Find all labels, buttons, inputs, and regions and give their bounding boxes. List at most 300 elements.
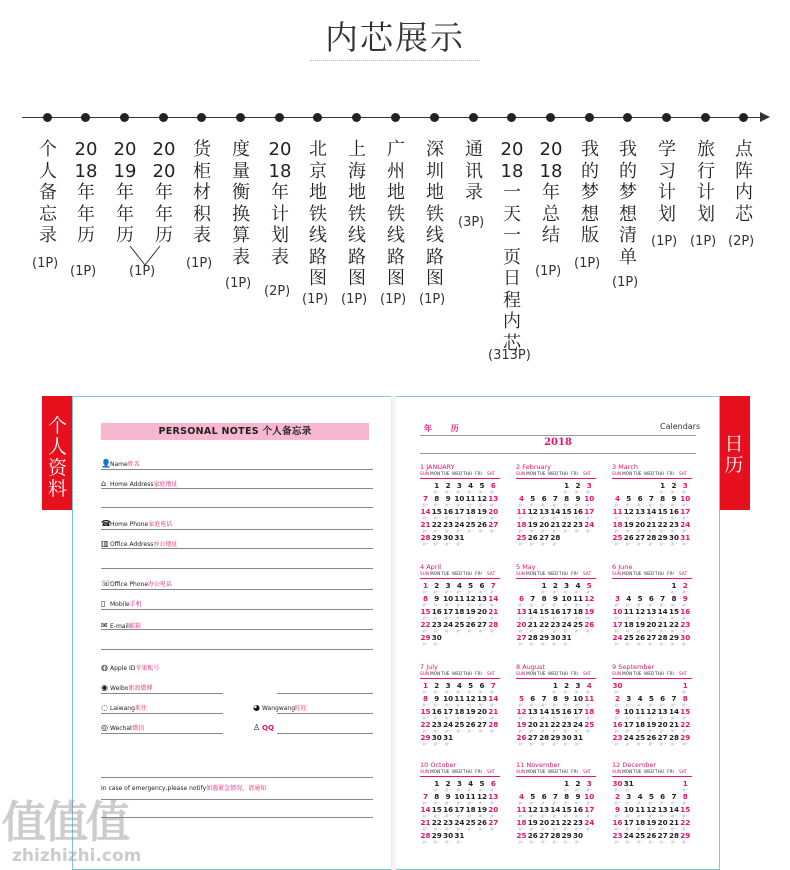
lunar-date: 初一	[433, 801, 440, 805]
field-label-en: Office Address	[110, 541, 154, 548]
lunar-date: 初一	[541, 542, 548, 546]
timeline-dot	[81, 113, 90, 122]
field-label-zh: 办公地址	[153, 541, 178, 548]
calendar-day: 7	[648, 494, 654, 503]
calendar-day: 19	[465, 707, 476, 716]
calendar-day: 1	[564, 481, 570, 490]
calendar-day: 23	[612, 831, 623, 840]
calendar-day: 12	[646, 805, 657, 814]
calendar-day: 20	[635, 520, 646, 529]
weekday-label: TUE	[537, 572, 546, 577]
calendar-day: 16	[443, 805, 454, 814]
lunar-date: 初一	[467, 788, 474, 792]
lunar-date: 初一	[574, 716, 581, 720]
lunar-date: 初一	[529, 629, 536, 633]
lunar-date: 初一	[456, 827, 463, 831]
lunar-date: 初一	[637, 729, 644, 733]
calendar-day: 13	[476, 694, 487, 703]
calendar-day: 26	[646, 733, 657, 742]
calendar-day: 13	[488, 494, 499, 503]
calendar-day: 18	[584, 707, 595, 716]
calendar-day: 10	[680, 494, 691, 503]
lunar-date: 初一	[563, 616, 570, 620]
timeline-dot	[507, 113, 516, 122]
weibo-icon: ◉	[101, 683, 108, 692]
lunar-date: 初一	[518, 703, 525, 707]
calendar-day: 14	[550, 805, 561, 814]
calendar-day: 23	[561, 720, 572, 729]
calendar-day: 14	[488, 694, 499, 703]
lunar-date: 初一	[552, 840, 559, 844]
ruled-line	[101, 529, 373, 530]
calendar-day: 30	[680, 633, 691, 642]
lunar-date: 初一	[682, 642, 689, 646]
calendar-day: 4	[614, 494, 620, 503]
calendar-day: 2	[564, 681, 570, 690]
calendar-day: 15	[420, 607, 431, 616]
weekday-label: TUE	[633, 770, 642, 775]
field-wangwang	[253, 703, 307, 712]
field-label-zh: 家庭地址	[153, 481, 178, 488]
calendar-day: 24	[443, 620, 454, 629]
calendar-day: 23	[572, 818, 583, 827]
calendar-day: 2	[434, 681, 440, 690]
calendar-day: 25	[635, 831, 646, 840]
calendar-day: 18	[612, 520, 623, 529]
calendar-day: 21	[539, 720, 550, 729]
calendar-day: 22	[561, 818, 572, 827]
calendar-day: 4	[626, 594, 632, 603]
lunar-date: 初一	[467, 801, 474, 805]
weekday-label: SAT	[679, 672, 688, 677]
lunar-date: 初一	[467, 629, 474, 633]
lunar-date: 初一	[467, 690, 474, 694]
weekday-label: SAT	[583, 472, 592, 477]
weekday-label: THU	[559, 572, 569, 577]
lunar-date: 初一	[478, 490, 485, 494]
field-e-mail	[101, 621, 141, 630]
lunar-date: 初一	[563, 814, 570, 818]
lunar-date: 初一	[614, 814, 621, 818]
weekday-label: MON	[526, 472, 537, 477]
calendar-rule	[420, 453, 696, 454]
calendar-day: 3	[456, 481, 462, 490]
lunar-date: 初一	[490, 716, 497, 720]
calendar-day: 2	[445, 481, 451, 490]
month-11	[516, 761, 598, 853]
notes-header: PERSONAL NOTES 个人备忘录	[101, 423, 369, 440]
emergency-label-zh: 如遇紧急情况，请通知	[206, 785, 267, 792]
ruled-line	[101, 469, 373, 470]
calendar-day: 7	[490, 681, 496, 690]
calendar-day: 1	[682, 681, 688, 690]
lunar-date: 初一	[586, 703, 593, 707]
calendar-day: 2	[552, 581, 558, 590]
lunar-date: 初一	[648, 529, 655, 533]
calendar-day: 22	[680, 818, 691, 827]
watermark-logo: 值值值	[2, 797, 128, 848]
lunar-date: 初一	[478, 814, 485, 818]
calendar-day: 22	[420, 620, 431, 629]
lunar-date: 初一	[670, 490, 677, 494]
wechat-icon: ◎	[101, 723, 108, 732]
calendar-day: 5	[648, 792, 654, 801]
timeline-dot	[197, 113, 206, 122]
calendar-day: 16	[612, 720, 623, 729]
lunar-date: 初一	[659, 742, 666, 746]
calendar-day: 25	[465, 818, 476, 827]
lunar-date: 初一	[467, 529, 474, 533]
weekday-header	[516, 572, 596, 579]
calendar-title-en: Calendars	[660, 422, 701, 431]
lunar-date: 初一	[490, 814, 497, 818]
lunar-date: 初一	[541, 716, 548, 720]
timeline-item-label: 2020年年历	[152, 139, 176, 246]
lunar-date: 初一	[541, 603, 548, 607]
weekday-label: SUN	[420, 770, 430, 775]
field-label-en: Mobile	[110, 601, 130, 608]
field-label-zh: 手机	[129, 601, 142, 608]
field-label-en: Name	[110, 461, 128, 468]
calendar-day: 14	[539, 707, 550, 716]
lunar-date: 初一	[552, 742, 559, 746]
lunar-date: 初一	[670, 603, 677, 607]
lunar-date: 初一	[614, 516, 621, 520]
lunar-date: 初一	[552, 603, 559, 607]
weekday-header	[516, 770, 596, 777]
calendar-day: 7	[490, 581, 496, 590]
mobile-icon: ▯	[101, 599, 106, 608]
calendar-day: 28	[668, 733, 679, 742]
lunar-date: 初一	[614, 827, 621, 831]
calendar-day: 22	[561, 520, 572, 529]
calendar-day: 20	[657, 818, 668, 827]
field-label-en: Laiwang	[110, 705, 135, 712]
month-4	[420, 563, 502, 655]
weekday-label: WED	[452, 672, 463, 677]
calendar-day: 24	[584, 818, 595, 827]
home-icon: ⌂	[101, 479, 107, 488]
lunar-date: 初一	[637, 840, 644, 844]
month-6	[612, 563, 694, 655]
calendar-day: 20	[476, 607, 487, 616]
field-label-zh: 来往	[134, 705, 147, 712]
timeline-dot	[623, 113, 632, 122]
lunar-date: 初一	[637, 827, 644, 831]
lunar-date: 初一	[563, 801, 570, 805]
lunar-date: 初一	[422, 729, 429, 733]
calendar-day: 5	[479, 779, 485, 788]
lunar-date: 初一	[614, 503, 621, 507]
calendar-day: 14	[420, 805, 431, 814]
ruled-line	[101, 693, 223, 694]
calendar-day: 8	[541, 594, 547, 603]
ruled-line	[101, 507, 373, 508]
weekday-label: SUN	[420, 472, 430, 477]
calendar-day: 8	[564, 792, 570, 801]
lunar-date: 初一	[648, 801, 655, 805]
month-name: 6 June	[612, 563, 633, 571]
lunar-date: 初一	[682, 729, 689, 733]
lunar-date: 初一	[586, 503, 593, 507]
weekday-header	[516, 472, 596, 479]
lunar-date: 初一	[467, 814, 474, 818]
lunar-date: 初一	[552, 616, 559, 620]
lunar-date: 初一	[541, 516, 548, 520]
lunar-date: 初一	[552, 716, 559, 720]
lunar-date: 初一	[445, 690, 452, 694]
calendar-day: 2	[445, 779, 451, 788]
ruled-line	[101, 568, 373, 569]
timeline-dot	[236, 113, 245, 122]
calendar-day: 13	[488, 792, 499, 801]
calendar-day: 7	[541, 694, 547, 703]
lunar-date: 初一	[490, 603, 497, 607]
lunar-date: 初一	[682, 590, 689, 594]
lunar-date: 初一	[541, 642, 548, 646]
calendar-day: 6	[541, 494, 547, 503]
calendar-day: 16	[431, 607, 442, 616]
emergency-label-en: In case of emergency,please notify	[101, 785, 207, 792]
calendar-day: 23	[572, 520, 583, 529]
field-label-en: Wechat	[110, 725, 133, 732]
lunar-date: 初一	[637, 629, 644, 633]
weekday-label: THU	[655, 572, 665, 577]
calendar-day: 13	[476, 594, 487, 603]
field-apple-id	[101, 663, 159, 672]
calendar-day: 4	[586, 681, 592, 690]
lunar-date: 初一	[529, 729, 536, 733]
weekday-label: SAT	[679, 770, 688, 775]
calendar-day: 11	[516, 507, 527, 516]
calendar-day: 19	[476, 805, 487, 814]
calendar-day: 29	[550, 733, 561, 742]
lunar-date: 初一	[456, 814, 463, 818]
calendar-day: 7	[530, 594, 536, 603]
lunar-date: 初一	[467, 827, 474, 831]
timeline-item-label: 个人备忘录	[39, 139, 57, 246]
calendar-day: 19	[516, 720, 527, 729]
lunar-date: 初一	[541, 629, 548, 633]
timeline-item-label: 我的梦想清单	[619, 139, 637, 268]
calendar-day: 4	[518, 792, 524, 801]
calendar-day: 6	[660, 792, 666, 801]
calendar-day: 9	[434, 594, 440, 603]
weekday-label: WED	[644, 572, 655, 577]
lunar-date: 初一	[422, 516, 429, 520]
lunar-date: 初一	[433, 490, 440, 494]
calendar-day: 24	[454, 818, 465, 827]
calendar-day: 14	[657, 607, 668, 616]
calendar-day: 6	[490, 779, 496, 788]
timeline-item-pages: (1P)	[419, 292, 446, 307]
timeline-dot	[159, 113, 168, 122]
lunar-date: 初一	[586, 516, 593, 520]
weekday-label: SAT	[487, 672, 496, 677]
calendar-day: 30	[668, 533, 679, 542]
calendar-day: 18	[516, 818, 527, 827]
calendar-day: 25	[454, 620, 465, 629]
lunar-date: 初一	[670, 529, 677, 533]
calendar-day: 19	[646, 818, 657, 827]
lunar-date: 初一	[670, 742, 677, 746]
lunar-date: 初一	[574, 690, 581, 694]
tab-calendar: 日历	[718, 396, 750, 510]
lunar-date: 初一	[648, 516, 655, 520]
calendar-day: 17	[443, 607, 454, 616]
lunar-date: 初一	[422, 703, 429, 707]
lunar-date: 初一	[648, 629, 655, 633]
lunar-date: 初一	[552, 516, 559, 520]
calendar-day: 17	[680, 507, 691, 516]
calendar-day: 15	[550, 707, 561, 716]
calendar-day: 11	[465, 494, 476, 503]
lunar-date: 初一	[541, 729, 548, 733]
lunar-date: 初一	[422, 629, 429, 633]
lunar-date: 初一	[518, 603, 525, 607]
lunar-date: 初一	[456, 840, 463, 844]
mail-icon: ✉	[101, 621, 108, 630]
calendar-day: 10	[584, 792, 595, 801]
lunar-date: 初一	[563, 642, 570, 646]
lunar-date: 初一	[518, 827, 525, 831]
lunar-date: 初一	[682, 516, 689, 520]
calendar-day: 11	[635, 707, 646, 716]
lunar-date: 初一	[625, 840, 632, 844]
calendar-day: 10	[561, 594, 572, 603]
weekday-label: FRI	[667, 770, 674, 775]
lunar-date: 初一	[586, 729, 593, 733]
weekday-header	[420, 672, 500, 679]
lunar-date: 初一	[563, 703, 570, 707]
weekday-label: THU	[463, 472, 473, 477]
calendar-year: 2018	[544, 437, 572, 448]
calendar-day: 16	[680, 607, 691, 616]
calendar-day: 5	[468, 581, 474, 590]
calendar-day: 18	[635, 720, 646, 729]
calendar-day: 9	[434, 694, 440, 703]
calendar-day: 29	[420, 633, 431, 642]
calendar-day: 11	[465, 792, 476, 801]
month-name: 9 September	[612, 663, 655, 671]
calendar-day: 26	[465, 620, 476, 629]
ruled-line	[101, 609, 373, 610]
calendar-day: 20	[539, 818, 550, 827]
calendar-day: 17	[561, 607, 572, 616]
weekday-label: SAT	[679, 572, 688, 577]
lunar-date: 初一	[670, 503, 677, 507]
lunar-date: 初一	[456, 490, 463, 494]
calendar-day: 23	[612, 733, 623, 742]
calendar-day: 21	[550, 818, 561, 827]
timeline-item-pages: (1P)	[225, 276, 252, 291]
calendar-day: 5	[518, 694, 524, 703]
lunar-date: 初一	[478, 616, 485, 620]
lunar-date: 初一	[648, 729, 655, 733]
lunar-date: 初一	[433, 616, 440, 620]
lunar-date: 初一	[478, 629, 485, 633]
lunar-date: 初一	[529, 616, 536, 620]
calendar-day: 29	[431, 533, 442, 542]
lunar-date: 初一	[433, 642, 440, 646]
month-1	[420, 463, 502, 555]
calendar-day: 2	[575, 481, 581, 490]
calendar-day: 13	[646, 607, 657, 616]
timeline-item-label: 我的梦想版	[581, 139, 599, 246]
lunar-date: 初一	[648, 814, 655, 818]
lunar-date: 初一	[563, 840, 570, 844]
calendar-day: 10	[572, 694, 583, 703]
weekday-label: FRI	[475, 672, 482, 677]
ruled-line	[101, 488, 373, 489]
calendar-day: 12	[476, 494, 487, 503]
lunar-date: 初一	[563, 629, 570, 633]
field-office-phone	[101, 579, 172, 588]
calendar-day: 27	[516, 633, 527, 642]
calendar-day: 19	[623, 520, 634, 529]
lunar-date: 初一	[563, 729, 570, 733]
ruled-line	[101, 733, 223, 734]
calendar-day: 13	[539, 805, 550, 814]
lunar-date: 初一	[456, 603, 463, 607]
calendar-day: 7	[552, 494, 558, 503]
calendar-day: 4	[518, 494, 524, 503]
office-phone-icon: ☏	[101, 579, 112, 588]
lunar-date: 初一	[659, 542, 666, 546]
calendar-day: 9	[445, 792, 451, 801]
lunar-date: 初一	[445, 629, 452, 633]
calendar-day: 21	[668, 818, 679, 827]
lunar-date: 初一	[574, 788, 581, 792]
lunar-date: 初一	[574, 629, 581, 633]
month-10	[420, 761, 502, 853]
calendar-day: 12	[516, 707, 527, 716]
weekday-label: SAT	[487, 572, 496, 577]
timeline-dot	[43, 113, 52, 122]
calendar-day: 6	[530, 694, 536, 703]
lunar-date: 初一	[614, 801, 621, 805]
calendar-day: 27	[476, 620, 487, 629]
weekday-label: THU	[463, 572, 473, 577]
calendar-day: 13	[635, 507, 646, 516]
lunar-date: 初一	[433, 742, 440, 746]
timeline-item-label: 2018年年历	[74, 139, 98, 246]
calendar-day: 23	[550, 620, 561, 629]
weekday-label: MON	[622, 770, 633, 775]
calendar-day: 1	[671, 581, 677, 590]
lunar-date: 初一	[529, 642, 536, 646]
calendar-day: 9	[552, 594, 558, 603]
calendar-day: 20	[646, 620, 657, 629]
weekday-header	[516, 672, 596, 679]
month-2	[516, 463, 598, 555]
calendar-day: 25	[635, 733, 646, 742]
lunar-date: 初一	[648, 503, 655, 507]
field-label-zh: 旺旺	[295, 705, 308, 712]
calendar-day: 6	[479, 681, 485, 690]
calendar-day: 8	[682, 792, 688, 801]
calendar-day: 10	[454, 494, 465, 503]
lunar-date: 初一	[552, 729, 559, 733]
calendar-day: 3	[445, 681, 451, 690]
lunar-date: 初一	[614, 616, 621, 620]
weekday-label: SAT	[583, 672, 592, 677]
lunar-date: 初一	[518, 729, 525, 733]
ruled-line	[277, 713, 373, 714]
calendar-day: 27	[539, 533, 550, 542]
lunar-date: 初一	[637, 801, 644, 805]
calendar-day: 26	[623, 533, 634, 542]
